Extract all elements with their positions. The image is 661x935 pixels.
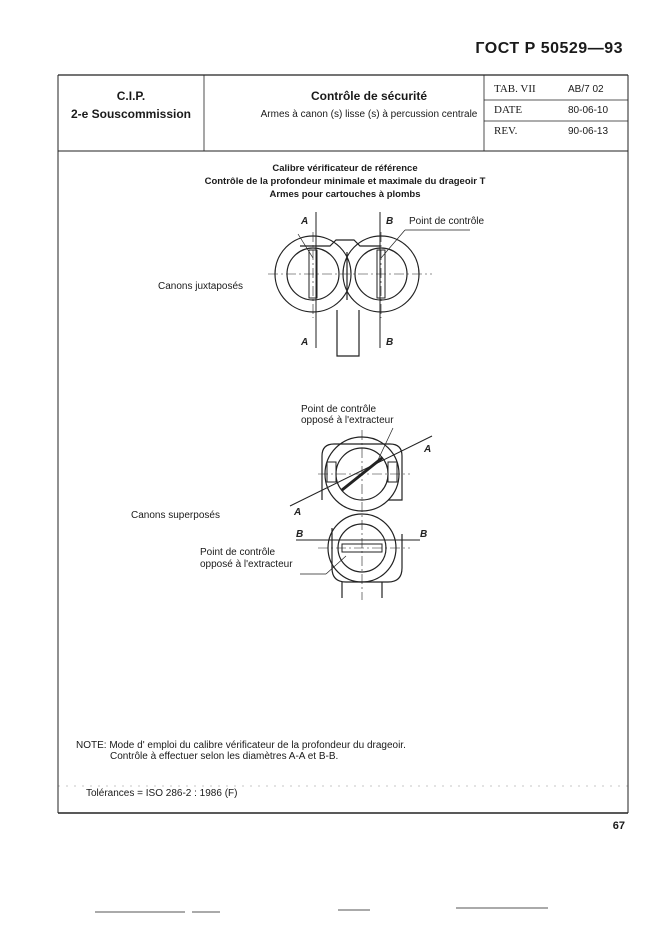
org-sub: 2-e Souscommission — [70, 107, 192, 121]
fig2-label: Canons superposés — [131, 510, 220, 521]
caption-line2: Contrôle de la profondeur minimale et maximale du drageoir T — [204, 176, 486, 187]
fig2-section-a-left: A — [294, 507, 302, 518]
fig1-section-b-top: B — [386, 216, 394, 227]
doc-title: Contrôle de sécurité — [310, 89, 428, 103]
tab-value: AB/7 02 — [568, 84, 604, 95]
fig1-point-label: Point de contrôle — [409, 216, 485, 227]
fig2-section-b-right: B — [420, 529, 428, 540]
page-number: 67 — [612, 820, 625, 832]
date-label: DATE — [494, 104, 523, 116]
rev-value: 90-06-13 — [568, 126, 609, 137]
fig1-section-b-bottom: B — [386, 337, 394, 348]
fig1-section-a-bottom: A — [301, 337, 309, 348]
doc-subtitle: Armes à canon (s) lisse (s) à percussion centrale — [260, 109, 478, 120]
fig2-point-top-2: opposé à l'extracteur — [301, 415, 394, 426]
note-line1: NOTE: Mode d' emploi du calibre vérificateur de la profondeur du drageoir. — [76, 740, 406, 751]
fig2-section-a-right: A — [424, 444, 432, 455]
fig2-point-bottom: Point de contrôle — [200, 547, 276, 558]
fig2-section-b-left: B — [296, 529, 304, 540]
fig2-point-bottom-2: opposé à l'extracteur — [200, 559, 293, 570]
date-value: 80-06-10 — [568, 105, 609, 116]
caption-line3: Armes pour cartouches à plombs — [269, 189, 421, 200]
note-line2: Contrôle à effectuer selon les diamètres A-A et B-B. — [110, 751, 339, 762]
standard-code: ГОСТ Р 50529—93 — [475, 40, 623, 57]
tolerances: Tolérances = ISO 286-2 : 1986 (F) — [86, 788, 238, 799]
caption-line1: Calibre vérificateur de référence — [272, 163, 418, 174]
org-name: C.I.P. — [116, 89, 146, 103]
fig2-point-top: Point de contrôle — [301, 404, 377, 415]
rev-label: REV. — [494, 125, 518, 137]
fig1-section-a-top: A — [301, 216, 309, 227]
fig1-label: Canons juxtaposés — [158, 281, 244, 292]
tab-label: TAB. VII — [494, 83, 536, 95]
